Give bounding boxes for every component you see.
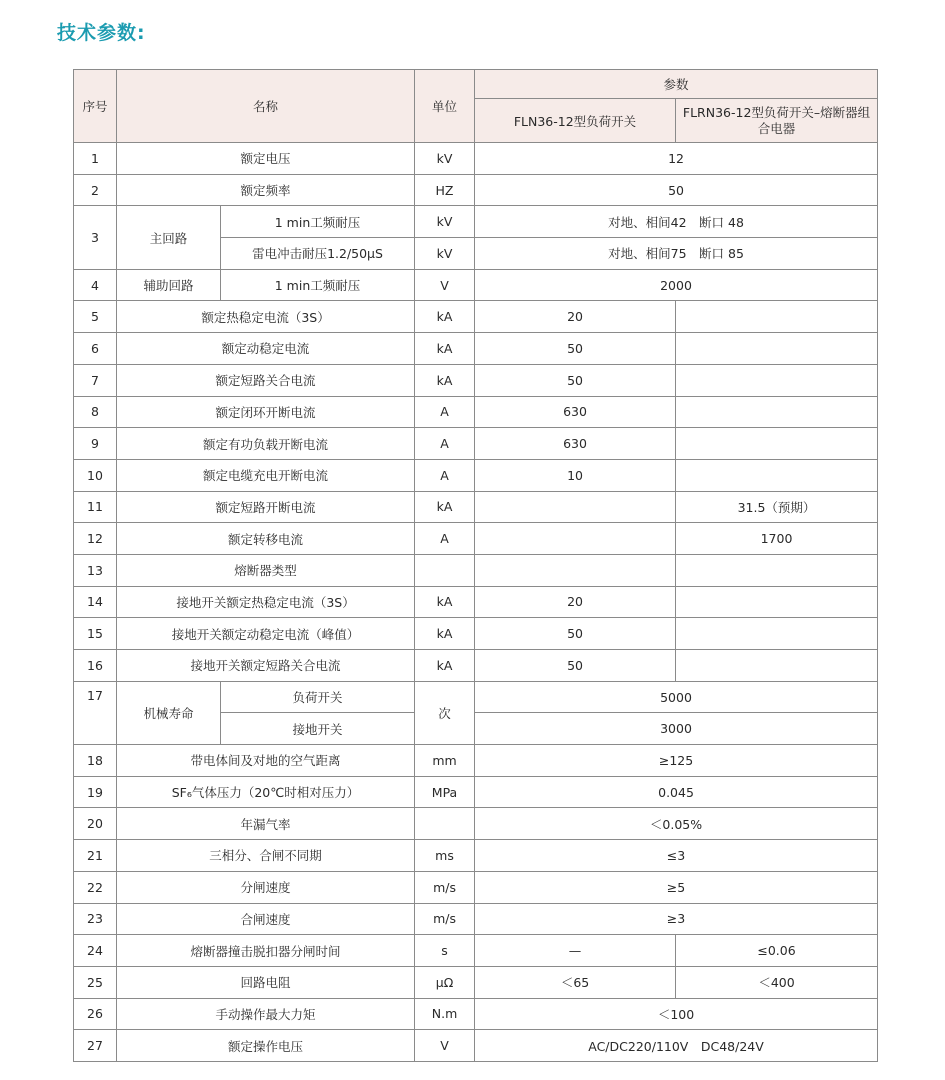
row-unit: 次 — [415, 681, 475, 744]
table-row — [74, 650, 878, 682]
table-row — [74, 966, 878, 998]
row-subname: 负荷开关 — [221, 681, 415, 713]
row-value: 3000 — [475, 713, 878, 745]
row-value-b: ＜400 — [676, 966, 878, 998]
row-unit: kA — [415, 586, 475, 618]
row-value: ≥125 — [475, 745, 878, 777]
row-group: 主回路 — [117, 206, 221, 269]
table-row — [74, 935, 878, 967]
row-value-b — [676, 650, 878, 682]
row-subname: 1 min工频耐压 — [221, 269, 415, 301]
row-seq: 24 — [74, 935, 117, 967]
row-value-b: ≤0.06 — [676, 935, 878, 967]
row-unit: kA — [415, 618, 475, 650]
row-name: 额定闭环开断电流 — [117, 396, 415, 428]
row-seq: 10 — [74, 459, 117, 491]
row-unit — [415, 808, 475, 840]
row-seq: 26 — [74, 998, 117, 1030]
row-value: 50 — [475, 174, 878, 206]
row-value-b — [676, 554, 878, 586]
row-seq: 22 — [74, 871, 117, 903]
header-name: 名称 — [117, 70, 415, 143]
row-seq: 13 — [74, 554, 117, 586]
row-name: 回路电阻 — [117, 966, 415, 998]
row-seq: 6 — [74, 333, 117, 365]
row-name: 接地开关额定短路关合电流 — [117, 650, 415, 682]
row-unit: V — [415, 269, 475, 301]
row-seq: 3 — [74, 206, 117, 269]
row-subname: 接地开关 — [221, 713, 415, 745]
row-value: 0.045 — [475, 776, 878, 808]
row-value-a: 20 — [475, 586, 676, 618]
row-value-a: 630 — [475, 396, 676, 428]
row-unit: s — [415, 935, 475, 967]
row-value: ≥5 — [475, 871, 878, 903]
row-value-a: 50 — [475, 650, 676, 682]
row-seq: 16 — [74, 650, 117, 682]
row-value-b — [676, 586, 878, 618]
row-group: 机械寿命 — [117, 681, 221, 744]
table-row — [74, 269, 878, 301]
row-name: 额定电压 — [117, 143, 415, 175]
spec-table — [73, 69, 878, 1062]
row-seq: 4 — [74, 269, 117, 301]
table-row — [74, 301, 878, 333]
table-row — [74, 618, 878, 650]
row-unit: kA — [415, 333, 475, 365]
row-name: 额定转移电流 — [117, 523, 415, 555]
row-value: 2000 — [475, 269, 878, 301]
row-value-a — [475, 491, 676, 523]
row-seq: 9 — [74, 428, 117, 460]
row-name: 带电体间及对地的空气距离 — [117, 745, 415, 777]
row-name: SF₆气体压力（20℃时相对压力） — [117, 776, 415, 808]
table-row — [74, 903, 878, 935]
table-row — [74, 333, 878, 365]
row-value-a: 50 — [475, 333, 676, 365]
table-row — [74, 554, 878, 586]
row-name: 额定热稳定电流（3S） — [117, 301, 415, 333]
row-unit: mm — [415, 745, 475, 777]
row-value-b — [676, 301, 878, 333]
row-unit — [415, 554, 475, 586]
row-seq: 18 — [74, 745, 117, 777]
table-row — [74, 364, 878, 396]
row-seq: 23 — [74, 903, 117, 935]
table-row — [74, 871, 878, 903]
row-name: 熔断器撞击脱扣器分闸时间 — [117, 935, 415, 967]
page-title: 技术参数: — [57, 22, 146, 44]
row-value-a: — — [475, 935, 676, 967]
row-seq: 27 — [74, 1030, 117, 1062]
row-unit: kA — [415, 364, 475, 396]
row-seq: 11 — [74, 491, 117, 523]
row-name: 手动操作最大力矩 — [117, 998, 415, 1030]
row-name: 额定频率 — [117, 174, 415, 206]
row-value: 对地、相间75 断口 85 — [475, 238, 878, 270]
row-seq: 7 — [74, 364, 117, 396]
row-value-b — [676, 428, 878, 460]
row-value-b — [676, 459, 878, 491]
row-name: 额定操作电压 — [117, 1030, 415, 1062]
row-value: ≥3 — [475, 903, 878, 935]
row-unit: V — [415, 1030, 475, 1062]
row-value-a: 630 — [475, 428, 676, 460]
row-seq: 25 — [74, 966, 117, 998]
row-value: 5000 — [475, 681, 878, 713]
row-group: 辅助回路 — [117, 269, 221, 301]
row-unit: MPa — [415, 776, 475, 808]
row-value-b: 31.5（预期） — [676, 491, 878, 523]
row-name: 接地开关额定动稳定电流（峰值） — [117, 618, 415, 650]
table-row — [74, 586, 878, 618]
row-value-a: ＜65 — [475, 966, 676, 998]
row-seq: 8 — [74, 396, 117, 428]
row-unit: HZ — [415, 174, 475, 206]
row-value-a: 50 — [475, 618, 676, 650]
row-name: 额定动稳定电流 — [117, 333, 415, 365]
row-name: 额定短路开断电流 — [117, 491, 415, 523]
row-value-a — [475, 554, 676, 586]
row-seq: 20 — [74, 808, 117, 840]
table-row — [74, 681, 878, 713]
row-unit: ms — [415, 840, 475, 872]
header-unit: 单位 — [415, 70, 475, 143]
row-name: 三相分、合闸不同期 — [117, 840, 415, 872]
row-name: 接地开关额定热稳定电流（3S） — [117, 586, 415, 618]
row-name: 年漏气率 — [117, 808, 415, 840]
row-unit: kA — [415, 650, 475, 682]
table-row — [74, 396, 878, 428]
row-seq: 2 — [74, 174, 117, 206]
row-seq: 12 — [74, 523, 117, 555]
row-value-b — [676, 396, 878, 428]
header-col-b: FLRN36-12型负荷开关–熔断器组合电器 — [676, 99, 878, 143]
row-name: 额定短路关合电流 — [117, 364, 415, 396]
row-value: AC/DC220/110V DC48/24V — [475, 1030, 878, 1062]
row-name: 额定电缆充电开断电流 — [117, 459, 415, 491]
table-row — [74, 998, 878, 1030]
table-row — [74, 1030, 878, 1062]
row-name: 分闸速度 — [117, 871, 415, 903]
table-row — [74, 206, 878, 238]
row-unit: m/s — [415, 903, 475, 935]
row-unit: N.m — [415, 998, 475, 1030]
header-seq: 序号 — [74, 70, 117, 143]
row-seq: 5 — [74, 301, 117, 333]
row-seq: 1 — [74, 143, 117, 175]
row-unit: m/s — [415, 871, 475, 903]
row-unit: kA — [415, 491, 475, 523]
table-row — [74, 459, 878, 491]
table-row — [74, 174, 878, 206]
row-name: 额定有功负载开断电流 — [117, 428, 415, 460]
row-unit: kV — [415, 206, 475, 238]
row-seq: 21 — [74, 840, 117, 872]
row-unit: A — [415, 459, 475, 491]
row-value-a — [475, 523, 676, 555]
row-value-a: 10 — [475, 459, 676, 491]
header-col-a: FLN36-12型负荷开关 — [475, 99, 676, 143]
row-seq: 19 — [74, 776, 117, 808]
row-value: 12 — [475, 143, 878, 175]
row-unit: A — [415, 396, 475, 428]
table-row — [74, 428, 878, 460]
row-value-a: 50 — [475, 364, 676, 396]
row-value: ≤3 — [475, 840, 878, 872]
header-params: 参数 — [475, 70, 878, 99]
row-value-b — [676, 618, 878, 650]
row-value-b — [676, 333, 878, 365]
table-row — [74, 523, 878, 555]
row-value-b: 1700 — [676, 523, 878, 555]
table-row — [74, 776, 878, 808]
row-subname: 1 min工频耐压 — [221, 206, 415, 238]
row-subname: 雷电冲击耐压1.2/50μS — [221, 238, 415, 270]
row-unit: kV — [415, 143, 475, 175]
row-unit: A — [415, 428, 475, 460]
row-seq: 15 — [74, 618, 117, 650]
table-row — [74, 491, 878, 523]
table-row — [74, 745, 878, 777]
row-value: 对地、相间42 断口 48 — [475, 206, 878, 238]
row-unit: μΩ — [415, 966, 475, 998]
row-value: ＜100 — [475, 998, 878, 1030]
table-row — [74, 143, 878, 175]
row-name: 合闸速度 — [117, 903, 415, 935]
table-row — [74, 840, 878, 872]
row-name: 熔断器类型 — [117, 554, 415, 586]
row-seq: 14 — [74, 586, 117, 618]
row-unit: kV — [415, 238, 475, 270]
row-seq: 17 — [74, 681, 117, 744]
table-row — [74, 808, 878, 840]
row-value-a: 20 — [475, 301, 676, 333]
row-unit: A — [415, 523, 475, 555]
row-unit: kA — [415, 301, 475, 333]
row-value-b — [676, 364, 878, 396]
row-value: ＜0.05% — [475, 808, 878, 840]
